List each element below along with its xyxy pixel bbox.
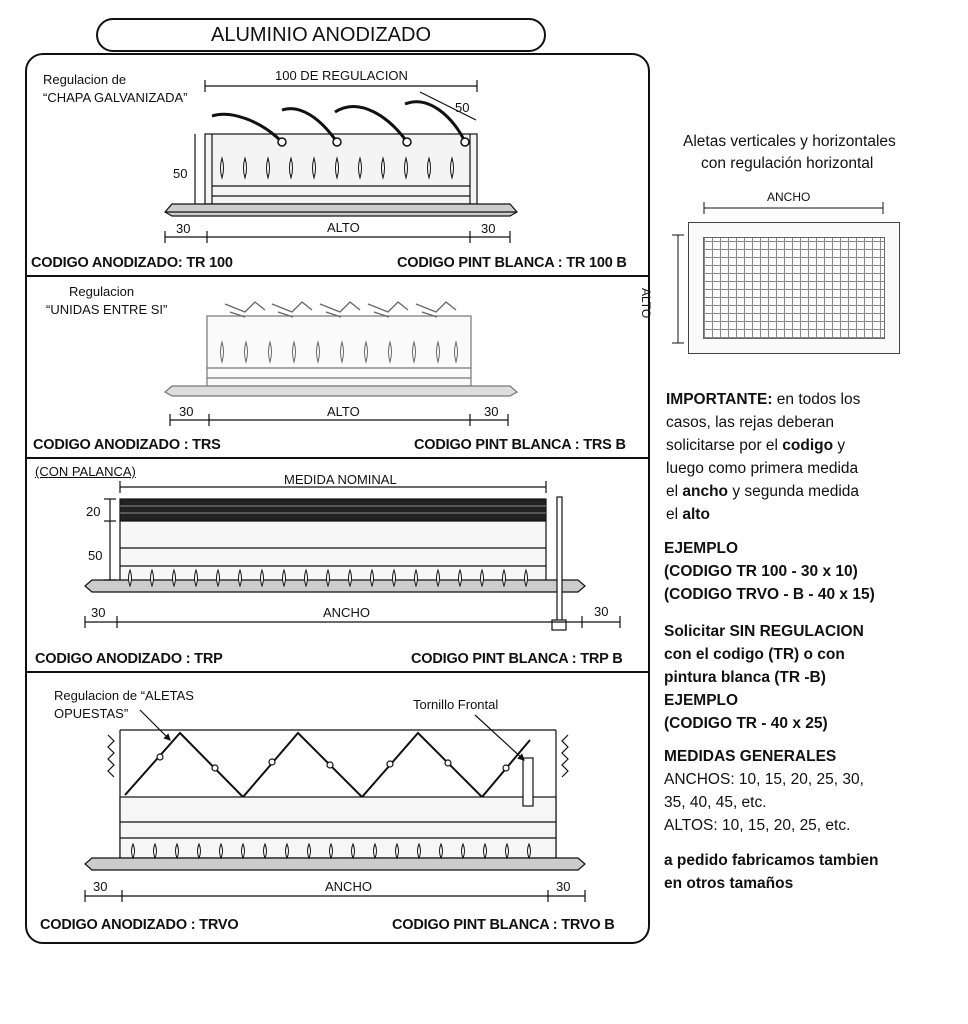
section1-dim-left: 30: [176, 221, 191, 236]
sin-regulacion-line4: EJEMPLO: [664, 692, 739, 709]
section2-code-anodizado: CODIGO ANODIZADO : TRS: [33, 437, 221, 453]
section4-dim-left: 30: [93, 879, 108, 894]
section1-note-line2: “CHAPA GALVANIZADA”: [43, 90, 188, 105]
section1-top-dim: 100 DE REGULACION: [275, 68, 408, 83]
important-line2: casos, las rejas deberan: [666, 414, 835, 431]
section3-code-pint-blanca: CODIGO PINT BLANCA : TRP B: [411, 651, 623, 667]
section2-note-line1: Regulacion: [69, 284, 135, 299]
section3-code-anodizado: CODIGO ANODIZADO : TRP: [35, 651, 223, 667]
sin-regulacion-line2: con el codigo (TR) o con: [664, 646, 845, 663]
medidas-line1: ANCHOS: 10, 15, 20, 25, 30,: [664, 771, 864, 788]
example1-title: EJEMPLO: [664, 540, 739, 557]
example1-line1: (CODIGO TR 100 - 30 x 10): [664, 563, 858, 580]
important-line4: luego como primera medida: [666, 460, 859, 477]
sin-regulacion-line3: pintura blanca (TR -B): [664, 669, 826, 686]
section3-dim-mid: ANCHO: [323, 605, 370, 620]
section3-dim-right: 30: [594, 604, 609, 619]
page-title: ALUMINIO ANODIZADO: [96, 18, 546, 52]
important-line5: el ancho y segunda medida: [666, 483, 860, 500]
section1-code-anodizado: CODIGO ANODIZADO: TR 100: [31, 255, 233, 271]
grille-caption-line2: con regulación horizontal: [701, 155, 874, 172]
sin-regulacion-line1: Solicitar SIN REGULACION: [664, 623, 864, 640]
section3-dim-50: 50: [88, 548, 103, 563]
section2-dim-left: 30: [179, 404, 194, 419]
drawing-trvo: [85, 710, 585, 902]
section2-dim-mid: ALTO: [327, 404, 360, 419]
grille-caption-line1: Aletas verticales y horizontales: [683, 133, 896, 150]
section4-note-line2: OPUESTAS”: [54, 706, 129, 721]
section1-code-pint-blanca: CODIGO PINT BLANCA : TR 100 B: [397, 255, 627, 271]
medidas-title: MEDIDAS GENERALES: [664, 748, 837, 765]
section3-dim-20: 20: [86, 504, 101, 519]
sin-regulacion-line5: (CODIGO TR - 40 x 25): [664, 715, 828, 732]
important-line3: solicitarse por el codigo y: [666, 437, 846, 454]
section4-code-pint-blanca: CODIGO PINT BLANCA : TRVO B: [392, 917, 615, 933]
section4-note-line1: Regulacion de “ALETAS: [54, 688, 194, 703]
medidas-line2: 35, 40, 45, etc.: [664, 794, 767, 811]
section3-dim-left: 30: [91, 605, 106, 620]
medidas-line3: ALTOS: 10, 15, 20, 25, etc.: [664, 817, 851, 834]
section1-dim-50-angled: 50: [455, 100, 470, 115]
section1-dim-50-height: 50: [173, 166, 188, 181]
section4-dim-right: 30: [556, 879, 571, 894]
section1-dim-mid: ALTO: [327, 220, 360, 235]
example1-line2: (CODIGO TRVO - B - 40 x 15): [664, 586, 875, 603]
section1-dim-right: 30: [481, 221, 496, 236]
footer-line2: en otros tamaños: [664, 875, 794, 892]
section3-note: (CON PALANCA): [35, 464, 136, 479]
section1-note-line1: Regulacion de: [43, 72, 127, 87]
section4-code-anodizado: CODIGO ANODIZADO : TRVO: [40, 917, 239, 933]
grille-height-label: ALTO: [639, 288, 653, 319]
footer-line1: a pedido fabricamos tambien: [664, 852, 879, 869]
section3-top-dim: MEDIDA NOMINAL: [284, 472, 397, 487]
section2-note-line2: “UNIDAS ENTRE SI”: [46, 302, 168, 317]
section4-screw-label: Tornillo Frontal: [413, 697, 499, 712]
grille-width-label: ANCHO: [767, 190, 811, 204]
important-line1: IMPORTANTE: en todos los: [666, 391, 861, 408]
section4-dim-mid: ANCHO: [325, 879, 372, 894]
section2-dim-right: 30: [484, 404, 499, 419]
important-line6: el alto: [666, 506, 710, 523]
grille-illustration: [688, 222, 900, 354]
section2-code-pint-blanca: CODIGO PINT BLANCA : TRS B: [414, 437, 626, 453]
grille-mesh: [703, 237, 885, 339]
